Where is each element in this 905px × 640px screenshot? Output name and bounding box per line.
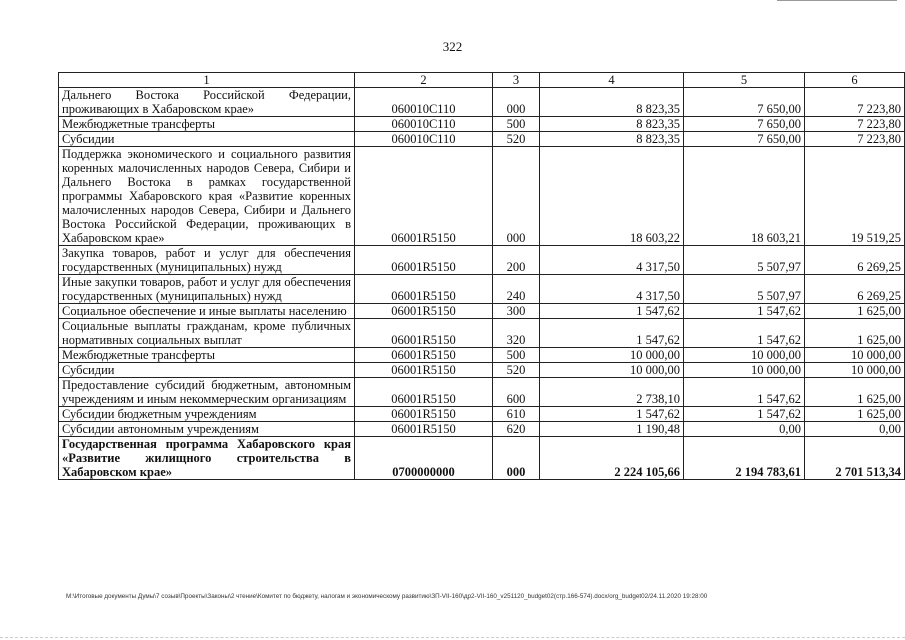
row-target-code: 06001R5150: [355, 319, 493, 348]
row-name: Иные закупки товаров, работ и услуг для обеспечения государственных (муниципальных) нужд: [59, 275, 355, 304]
row-amount-3: 19 519,25: [805, 147, 905, 246]
row-name: Субсидии: [59, 363, 355, 378]
row-amount-2: 7 650,00: [684, 117, 805, 132]
row-amount-1: 1 547,62: [540, 319, 684, 348]
top-edge-line: [777, 0, 897, 1]
row-amount-1: 2 224 105,66: [540, 437, 684, 480]
row-name: Государственная программа Хабаровского края «Развитие жилищного строительства в Хабаровском крае»: [59, 437, 355, 480]
table-row: [59, 363, 905, 378]
table-row: [59, 88, 905, 117]
row-amount-3: 1 625,00: [805, 304, 905, 319]
row-amount-1: 18 603,22: [540, 147, 684, 246]
row-amount-1: 1 547,62: [540, 407, 684, 422]
row-name: Социальное обеспечение и иные выплаты населению: [59, 304, 355, 319]
page-number: 322: [442, 39, 463, 54]
header-cell: 2: [355, 73, 493, 88]
row-target-code: 06001R5150: [355, 275, 493, 304]
row-amount-2: 1 547,62: [684, 378, 805, 407]
row-target-code: 06001R5150: [355, 407, 493, 422]
row-expense-type: 620: [493, 422, 540, 437]
row-name: Субсидии: [59, 132, 355, 147]
row-amount-2: 7 650,00: [684, 132, 805, 147]
row-amount-3: 10 000,00: [805, 363, 905, 378]
row-name: Межбюджетные трансферты: [59, 117, 355, 132]
row-target-code: 060010С110: [355, 132, 493, 147]
row-target-code: 06001R5150: [355, 246, 493, 275]
table-row: [59, 246, 905, 275]
table-row: [59, 348, 905, 363]
row-target-code: 0700000000: [355, 437, 493, 480]
row-amount-3: 1 625,00: [805, 378, 905, 407]
row-expense-type: 520: [493, 132, 540, 147]
row-amount-3: 6 269,25: [805, 275, 905, 304]
row-amount-3: 10 000,00: [805, 348, 905, 363]
file-path-footer: M:\Итоговые документы Думы\7 созыв\Проекты\Законы\2 чтение\Комитет по бюджету, налогам и экономическому развитию\ЗП-VII-160\др2-VII-160_v251120_budget02(стр.166-574).docx/org_budget02/24.11.2020 19:28:00: [66, 593, 708, 600]
row-amount-1: 8 823,35: [540, 117, 684, 132]
row-amount-2: 10 000,00: [684, 348, 805, 363]
row-amount-1: 8 823,35: [540, 132, 684, 147]
row-target-code: 06001R5150: [355, 422, 493, 437]
row-expense-type: 320: [493, 319, 540, 348]
header-cell: 1: [59, 73, 355, 88]
row-amount-3: 6 269,25: [805, 246, 905, 275]
row-amount-3: 7 223,80: [805, 132, 905, 147]
row-amount-1: 2 738,10: [540, 378, 684, 407]
row-target-code: 060010С110: [355, 88, 493, 117]
row-amount-2: 1 547,62: [684, 319, 805, 348]
row-expense-type: 500: [493, 348, 540, 363]
row-amount-2: 0,00: [684, 422, 805, 437]
row-amount-1: 1 190,48: [540, 422, 684, 437]
row-amount-1: 8 823,35: [540, 88, 684, 117]
row-expense-type: 000: [493, 147, 540, 246]
table-row: [59, 407, 905, 422]
row-expense-type: 610: [493, 407, 540, 422]
row-expense-type: 300: [493, 304, 540, 319]
budget-table: [58, 72, 905, 480]
table-row: [59, 275, 905, 304]
header-cell: 5: [684, 73, 805, 88]
table-row: [59, 147, 905, 246]
row-expense-type: 000: [493, 437, 540, 480]
row-amount-3: 7 223,80: [805, 117, 905, 132]
row-amount-2: 18 603,21: [684, 147, 805, 246]
row-amount-3: 1 625,00: [805, 319, 905, 348]
row-amount-2: 1 547,62: [684, 304, 805, 319]
row-amount-3: 0,00: [805, 422, 905, 437]
row-name: Закупка товаров, работ и услуг для обеспечения государственных (муниципальных) нужд: [59, 246, 355, 275]
row-expense-type: 200: [493, 246, 540, 275]
row-name: Межбюджетные трансферты: [59, 348, 355, 363]
row-amount-1: 4 317,50: [540, 275, 684, 304]
header-cell: 6: [805, 73, 905, 88]
row-target-code: 06001R5150: [355, 378, 493, 407]
row-name: Предоставление субсидий бюджетным, автономным учреждениям и иным некоммерческим организациям: [59, 378, 355, 407]
row-amount-1: 10 000,00: [540, 348, 684, 363]
row-amount-2: 1 547,62: [684, 407, 805, 422]
row-amount-2: 10 000,00: [684, 363, 805, 378]
table-header-row: [59, 73, 905, 88]
row-expense-type: 520: [493, 363, 540, 378]
row-expense-type: 600: [493, 378, 540, 407]
row-amount-1: 1 547,62: [540, 304, 684, 319]
row-expense-type: 240: [493, 275, 540, 304]
row-name: Дальнего Востока Российской Федерации, проживающих в Хабаровском крае»: [59, 88, 355, 117]
row-amount-3: 1 625,00: [805, 407, 905, 422]
row-amount-3: 7 223,80: [805, 88, 905, 117]
row-amount-2: 2 194 783,61: [684, 437, 805, 480]
table-row-program-total: [59, 437, 905, 480]
row-target-code: 06001R5150: [355, 147, 493, 246]
row-amount-2: 7 650,00: [684, 88, 805, 117]
row-name: Субсидии бюджетным учреждениям: [59, 407, 355, 422]
row-amount-3: 2 701 513,34: [805, 437, 905, 480]
row-target-code: 06001R5150: [355, 363, 493, 378]
row-expense-type: 500: [493, 117, 540, 132]
table-row: [59, 378, 905, 407]
table-row: [59, 117, 905, 132]
table-row: [59, 319, 905, 348]
row-name: Поддержка экономического и социального развития коренных малочисленных народов Севера, Сибири и Дальнего Востока в рамках государственной программы Хабаровского края «Развитие коренных малочисленных народов Севера, Сибири и Дальнего Востока Российской Федерации, проживающих в Хабаровском крае»: [59, 147, 355, 246]
row-amount-1: 10 000,00: [540, 363, 684, 378]
header-cell: 3: [493, 73, 540, 88]
table-row: [59, 132, 905, 147]
row-target-code: 06001R5150: [355, 304, 493, 319]
row-amount-2: 5 507,97: [684, 246, 805, 275]
row-name: Социальные выплаты гражданам, кроме публичных нормативных социальных выплат: [59, 319, 355, 348]
row-amount-2: 5 507,97: [684, 275, 805, 304]
bottom-edge-line: [0, 637, 905, 638]
table-row: [59, 304, 905, 319]
row-target-code: 060010С110: [355, 117, 493, 132]
row-target-code: 06001R5150: [355, 348, 493, 363]
row-name: Субсидии автономным учреждениям: [59, 422, 355, 437]
header-cell: 4: [540, 73, 684, 88]
row-expense-type: 000: [493, 88, 540, 117]
row-amount-1: 4 317,50: [540, 246, 684, 275]
table-row: [59, 422, 905, 437]
